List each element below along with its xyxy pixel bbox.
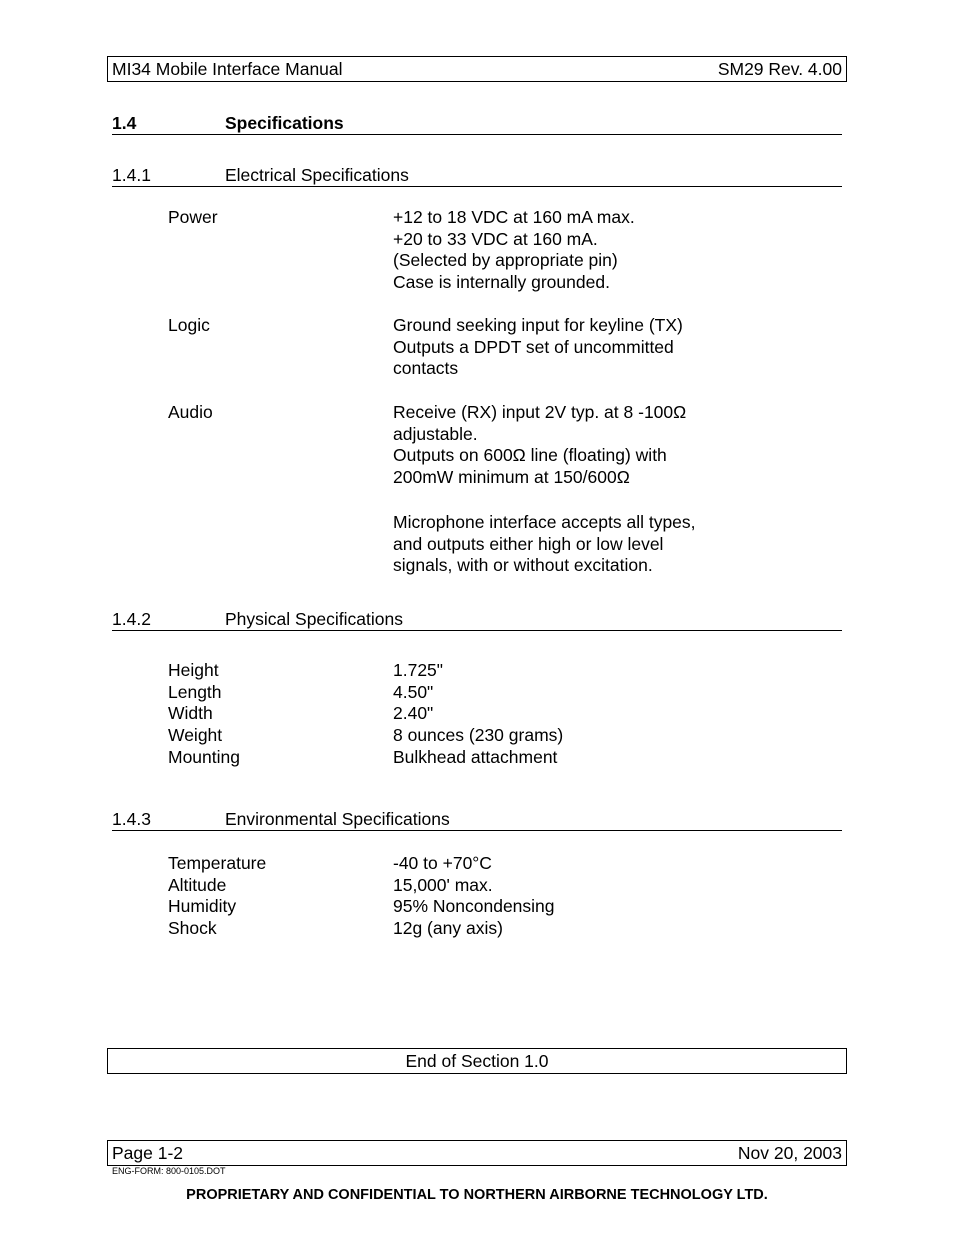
spec-value-microphone	[393, 512, 696, 577]
section-heading-environmental	[112, 808, 842, 831]
spec-value-weight: 8 ounces (230 grams)	[393, 725, 564, 746]
spec-value-altitude: 15,000' max.	[393, 874, 493, 895]
environmental-values	[393, 853, 555, 940]
spec-value-power	[393, 207, 635, 294]
spec-value-width: 2.40"	[393, 703, 434, 724]
spec-value-length: 4.50"	[393, 681, 434, 702]
confidentiality-notice: PROPRIETARY AND CONFIDENTIAL TO NORTHERN AIRBORNE TECHNOLOGY LTD.	[186, 1187, 768, 1203]
spec-label-length: Length	[168, 681, 222, 702]
spec-line: adjustable.	[393, 423, 478, 444]
physical-values	[393, 660, 563, 768]
spec-line: 200mW minimum at 150/600Ω	[393, 467, 630, 488]
spec-value-humidity: 95% Noncondensing	[393, 896, 555, 917]
section-heading-physical	[112, 608, 842, 631]
spec-label-logic: Logic	[168, 315, 210, 335]
manual-title: MI34 Mobile Interface Manual	[112, 59, 343, 79]
spec-label-mounting: Mounting	[168, 746, 240, 767]
spec-label-temperature: Temperature	[168, 853, 267, 873]
spec-line: Microphone interface accepts all types,	[393, 512, 696, 532]
spec-label-power: Power	[168, 207, 218, 227]
end-of-section-text: End of Section 1.0	[405, 1051, 549, 1071]
section-heading-electrical	[112, 164, 842, 187]
section-number: 1.4	[112, 113, 137, 133]
section-number: 1.4.2	[112, 609, 151, 629]
section-heading-specifications	[112, 112, 842, 135]
document-date: Nov 20, 2003	[737, 1143, 842, 1163]
section-number: 1.4.3	[112, 809, 151, 829]
spec-line: Outputs a DPDT set of uncommitted	[393, 336, 674, 357]
section-number: 1.4.1	[112, 165, 151, 185]
spec-line: Receive (RX) input 2V typ. at 8 -100Ω	[393, 402, 687, 422]
spec-value-audio	[393, 402, 686, 489]
spec-line: +20 to 33 VDC at 160 mA.	[393, 228, 598, 249]
spec-line: (Selected by appropriate pin)	[393, 250, 618, 271]
section-title: Physical Specifications	[225, 609, 403, 629]
spec-label-altitude: Altitude	[168, 874, 227, 895]
spec-label-audio: Audio	[168, 402, 213, 422]
spec-value-mounting: Bulkhead attachment	[393, 746, 558, 767]
spec-label-weight: Weight	[168, 725, 223, 746]
spec-label-shock: Shock	[168, 918, 217, 939]
spec-line: signals, with or without excitation.	[393, 555, 653, 576]
spec-line: contacts	[393, 358, 459, 379]
spec-value-logic	[393, 315, 683, 380]
form-identifier: ENG-FORM: 800-0105.DOT	[112, 1166, 226, 1176]
page-number: Page 1-2	[112, 1143, 184, 1163]
page-footer	[107, 1140, 847, 1166]
spec-label-width: Width	[168, 703, 213, 724]
spec-line: Outputs on 600Ω line (floating) with	[393, 445, 667, 466]
page-header	[107, 56, 847, 82]
spec-value-shock: 12g (any axis)	[393, 918, 503, 939]
spec-value-temperature: -40 to +70°C	[393, 853, 492, 873]
environmental-labels	[168, 853, 266, 940]
spec-line: and outputs either high or low level	[393, 533, 664, 554]
spec-label-height: Height	[168, 660, 219, 680]
physical-labels	[168, 660, 240, 768]
spec-line: +12 to 18 VDC at 160 mA max.	[393, 207, 635, 227]
spec-value-height: 1.725"	[393, 660, 444, 680]
document-revision: SM29 Rev. 4.00	[717, 59, 842, 79]
section-title: Specifications	[225, 113, 344, 133]
section-title: Electrical Specifications	[225, 165, 409, 185]
spec-line: Case is internally grounded.	[393, 272, 610, 293]
spec-label-humidity: Humidity	[168, 896, 237, 917]
spec-line: Ground seeking input for keyline (TX)	[393, 315, 683, 335]
end-of-section-box	[107, 1048, 847, 1074]
section-title: Environmental Specifications	[225, 809, 450, 829]
